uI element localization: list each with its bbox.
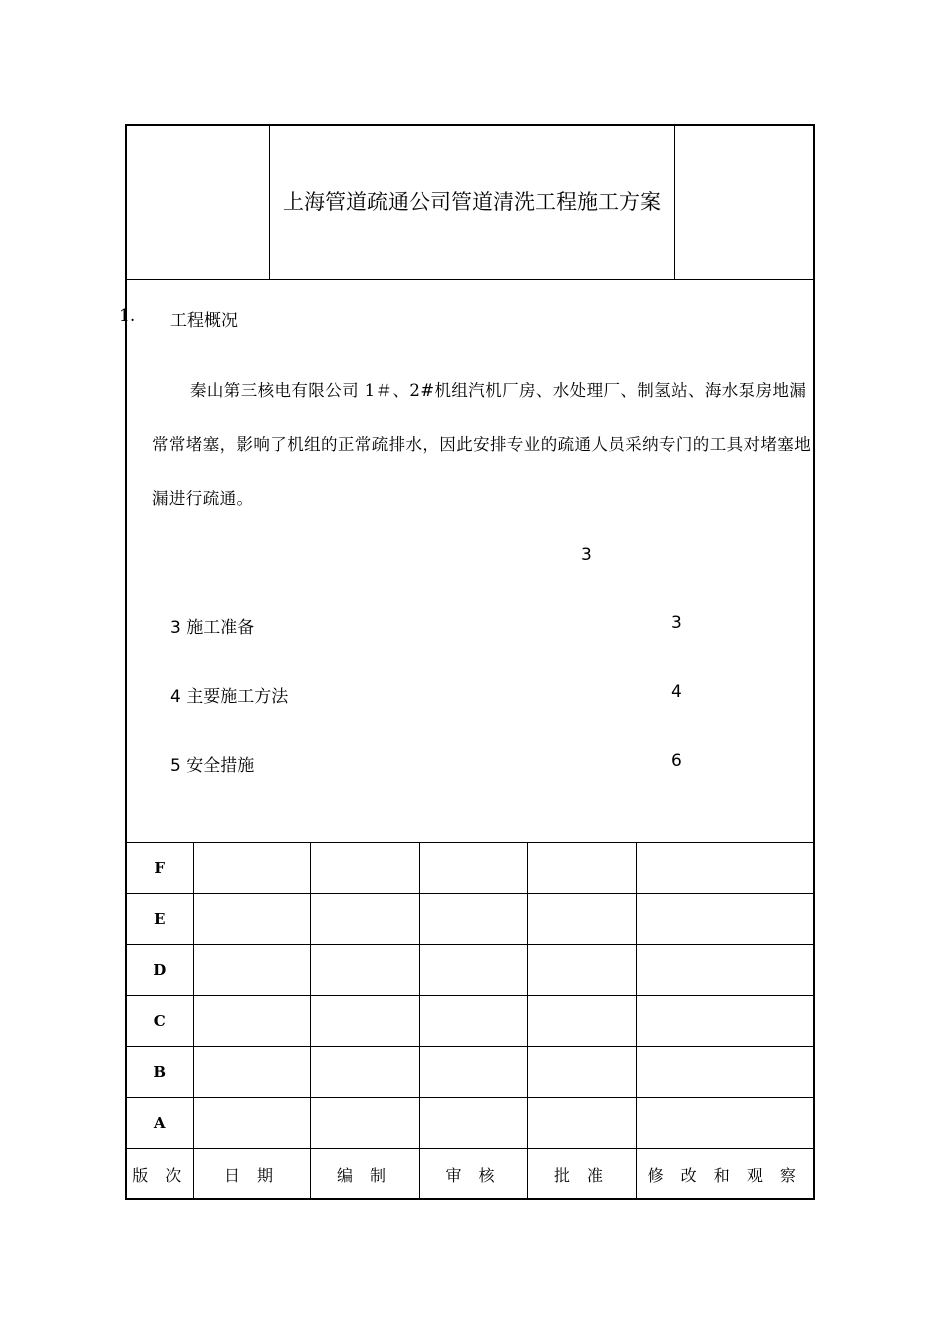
- revision-cell: [310, 843, 419, 894]
- title-block: [127, 126, 813, 280]
- revision-cell: [636, 843, 813, 894]
- revision-table: [127, 842, 813, 1199]
- toc-stray-page-number: 3: [581, 545, 592, 565]
- revision-row: [127, 894, 813, 945]
- revision-cell: [310, 945, 419, 996]
- revision-cell: [636, 945, 813, 996]
- overview-text: 秦山第三核电有限公司 1＃、2#机组汽机厂房、水处理厂、制氢站、海水泵房地漏常常堵塞，影响了机组的正常疏排水，因此安排专业的疏通人员采纳专门的工具对堵塞地漏进行疏通。: [152, 381, 812, 508]
- revision-cell: [193, 1047, 310, 1098]
- revision-cell: [193, 843, 310, 894]
- revision-cell: [193, 945, 310, 996]
- revision-header-row: [127, 1149, 813, 1200]
- revision-header: 修 改 和 观 察: [636, 1149, 813, 1200]
- revision-cell: [527, 894, 636, 945]
- revision-cell: [636, 1098, 813, 1149]
- toc-item-label: 5 安全措施: [170, 756, 255, 776]
- revision-cell: [419, 1047, 527, 1098]
- revision-row: [127, 945, 813, 996]
- revision-code: E: [127, 894, 193, 945]
- revision-cell: [636, 1047, 813, 1098]
- toc-item-label: 3 施工准备: [170, 618, 255, 638]
- revision-cell: [636, 996, 813, 1047]
- revision-cell: [419, 945, 527, 996]
- revision-cell: [193, 894, 310, 945]
- revision-cell: [419, 1098, 527, 1149]
- toc-item-page: 6: [671, 751, 682, 771]
- revision-cell: [636, 894, 813, 945]
- toc-item-page: 3: [671, 613, 682, 633]
- revision-cell: [310, 1098, 419, 1149]
- revision-row: [127, 843, 813, 894]
- toc-item-page: 4: [671, 682, 682, 702]
- revision-cell: [310, 1047, 419, 1098]
- document-title: 上海管道疏通公司管道清洗工程施工方案: [283, 190, 661, 214]
- code-cell: [675, 126, 813, 279]
- revision-cell: [527, 1047, 636, 1098]
- toc-item-label: 4 主要施工方法: [170, 687, 289, 707]
- title-cell: [270, 126, 675, 279]
- revision-code: B: [127, 1047, 193, 1098]
- revision-header: 编 制: [310, 1149, 419, 1200]
- revision-cell: [310, 894, 419, 945]
- revision-header: 日 期: [193, 1149, 310, 1200]
- logo-cell: [127, 126, 270, 279]
- revision-cell: [310, 996, 419, 1047]
- revision-cell: [527, 996, 636, 1047]
- revision-row: [127, 1098, 813, 1149]
- document-frame: [125, 124, 815, 1200]
- revision-cell: [419, 894, 527, 945]
- revision-code: D: [127, 945, 193, 996]
- section-number: 1.: [119, 306, 136, 326]
- revision-cell: [419, 996, 527, 1047]
- revision-code: A: [127, 1098, 193, 1149]
- revision-row: [127, 996, 813, 1047]
- overview-paragraph: [152, 364, 812, 526]
- revision-cell: [527, 1098, 636, 1149]
- revision-cell: [193, 996, 310, 1047]
- revision-cell: [527, 843, 636, 894]
- revision-code: F: [127, 843, 193, 894]
- revision-code: C: [127, 996, 193, 1047]
- section-title: 工程概况: [170, 311, 238, 331]
- revision-header: 批 准: [527, 1149, 636, 1200]
- revision-header: 版 次: [127, 1149, 193, 1200]
- revision-cell: [193, 1098, 310, 1149]
- revision-cell: [527, 945, 636, 996]
- revision-cell: [419, 843, 527, 894]
- revision-row: [127, 1047, 813, 1098]
- revision-header: 审 核: [419, 1149, 527, 1200]
